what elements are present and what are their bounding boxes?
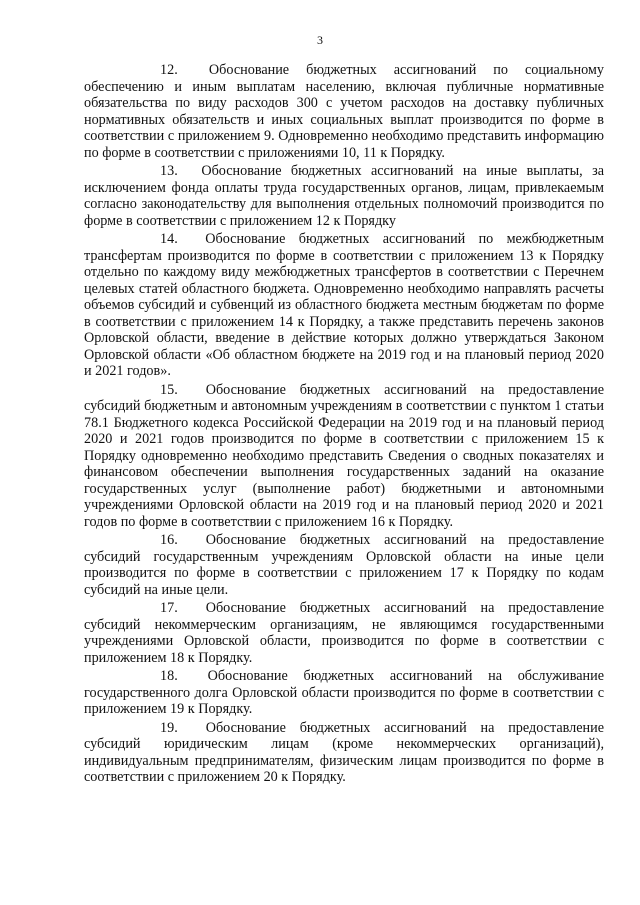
paragraph-19 <box>84 720 604 786</box>
paragraph-text: Обоснование бюджетных ассигнований на предоставление субсидий юридическим лицам (кроме некоммерческих организаций), индивидуальным предпринимателям, физическим лицам производится по форме в соответствии с приложением 20 к Порядку. <box>84 719 604 785</box>
paragraph-number: 15. <box>160 381 192 398</box>
paragraph-14 <box>84 231 604 380</box>
paragraph-text: Обоснование бюджетных ассигнований на предоставление субсидий государственным учреждениям Орловской области на иные цели производится по форме в соответствии с приложением 17 к Порядку по кодам субсидий на иные цели. <box>84 532 604 598</box>
page-number: 3 <box>317 33 323 47</box>
paragraph-number: 13. <box>160 163 192 179</box>
paragraph-12 <box>84 62 604 161</box>
paragraph-text: Обоснование бюджетных ассигнований по социальному обеспечению и иным выплатам населению, включая публичные нормативные обязательства по виду расходов 300 с учетом расходов на доставку публичных нормативных обязательств и иных социальных выплат производится по форме в соответствии с приложением 9. Одновременно необходимо представить информацию по форме в соответствии с приложениями 10, 11 к Порядку. <box>84 62 605 161</box>
paragraph-number: 18. <box>160 668 192 684</box>
paragraph-18 <box>84 668 604 718</box>
paragraph-text: Обоснование бюджетных ассигнований на предоставление субсидий бюджетным и автономным учреждениям в соответствии с пунктом 1 статьи 78.1 Бюджетного кодекса Российской Федерации на 2019 год и на плановый период 2020 и 2021 годов производится по форме в соответствии с приложением 15 к Порядку одновременно необходимо представить Сведения о сводных показателях и финансовом обеспечении выполнения государственных заданий на оказание государственных услуг (выполнение работ) бюджетными и автономными учреждениями Орловской области на 2019 год и на плановый период 2020 и 2021 годов по форме в соответствии с приложением 16 к Порядку. <box>84 381 604 530</box>
paragraph-text: Обоснование бюджетных ассигнований на предоставление субсидий некоммерческим организациям, не являющимся государственными учреждениями Орловской области, производится по форме в соответствии с приложением 18 к Порядку. <box>84 600 604 666</box>
paragraph-number: 17. <box>160 600 192 616</box>
paragraph-15 <box>84 382 604 531</box>
paragraph-number: 16. <box>160 532 192 548</box>
paragraph-text: Обоснование бюджетных ассигнований на иные выплаты, за исключением фонда оплаты труда государственных органов, лицам, привлекаемым согласно законодательству для выполнения отдельных полномочий производится по форме в соответствии с приложением 12 к Порядку <box>84 163 605 229</box>
paragraph-16 <box>84 532 604 598</box>
paragraph-13 <box>84 163 604 229</box>
paragraph-number: 19. <box>160 719 192 736</box>
paragraph-number: 12. <box>160 62 192 78</box>
paragraph-text: Обоснование бюджетных ассигнований по межбюджетным трансфертам производится по форме в соответствии с приложением 13 к Порядку отдельно по каждому виду межбюджетных трансфертов в соответствии с Перечнем целевых статей областного бюджета. Одновременно необходимо направлять расчеты объемов субсидий и субвенций из областного бюджета местным бюджетам по форме в соответствии с приложением 14 к Порядку, а также представить перечень законов Орловской области, введение в действие которых должно утверждаться Законом Орловской области «Об областном бюджете на 2019 год и на плановый период 2020 и 2021 годов». <box>84 231 604 379</box>
paragraph-text: Обоснование бюджетных ассигнований на обслуживание государственного долга Орловской области производится по форме в соответствии с приложением 19 к Порядку. <box>84 668 604 717</box>
paragraph-17 <box>84 600 604 666</box>
paragraph-number: 14. <box>160 231 192 247</box>
document-body <box>84 62 604 786</box>
